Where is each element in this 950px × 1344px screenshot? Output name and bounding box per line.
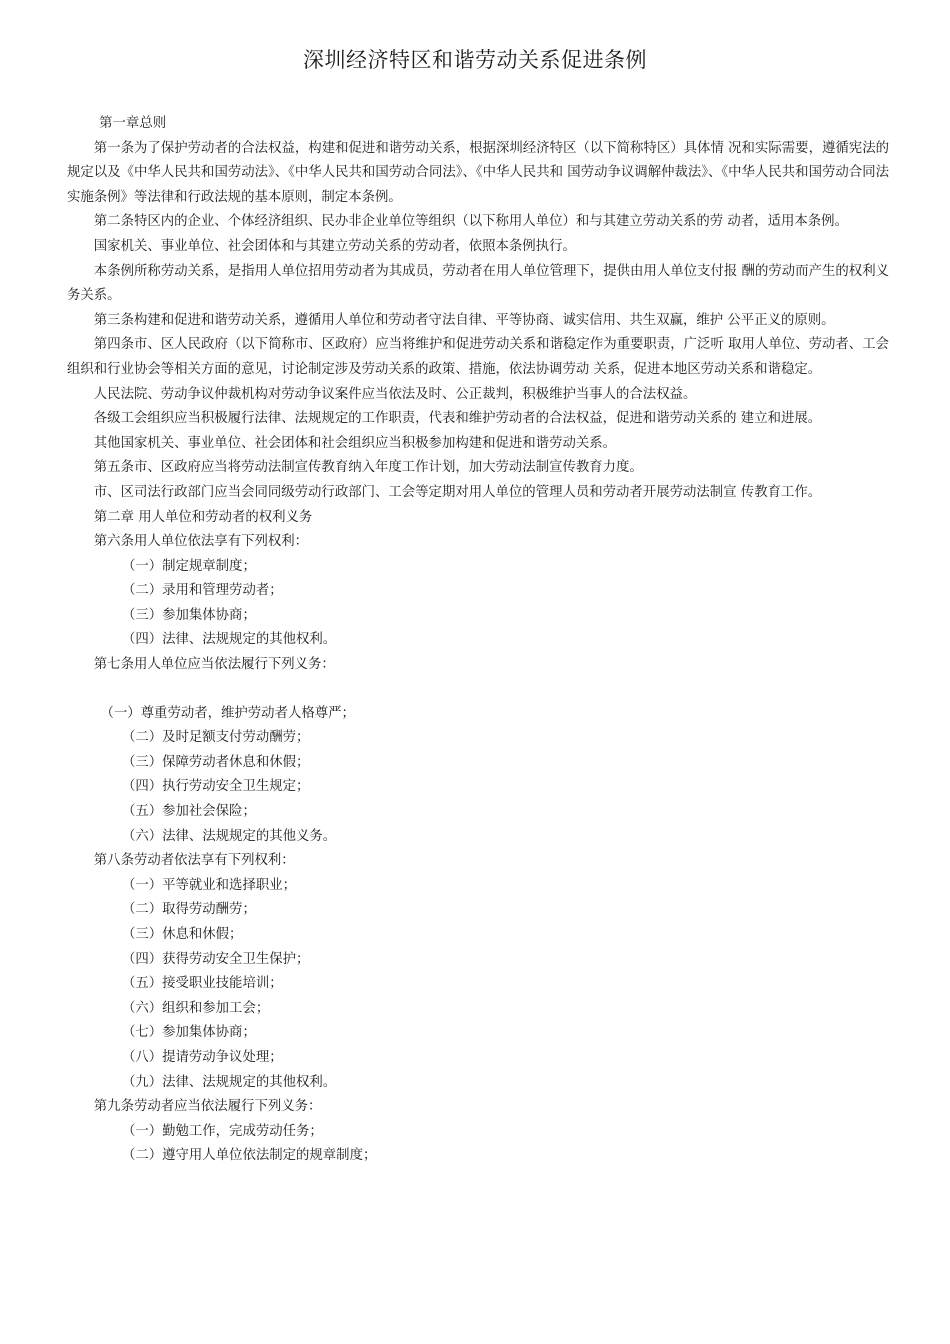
article-paragraph: 第三条构建和促进和谐劳动关系，遵循用人单位和劳动者守法自律、平等协商、诚实信用、共生双赢，维护 公平正义的原则。 xyxy=(93,312,835,328)
list-item: （三）保障劳动者休息和休假； xyxy=(121,754,310,770)
list-item: （六）组织和参加工会； xyxy=(121,1000,270,1016)
list-item: （一）平等就业和选择职业； xyxy=(121,877,297,893)
list-item: （九）法律、法规规定的其他权利。 xyxy=(121,1074,337,1090)
article-paragraph: 本条例所称劳动关系，是指用人单位招用劳动者为其成员，劳动者在用人单位管理下，提供由用人单位支付报 酬的劳动而产生的权利义务关系。 xyxy=(67,263,889,304)
article-paragraph: 人民法院、劳动争议仲裁机构对劳动争议案件应当依法及时、公正裁判，积极维护当事人的合法权益。 xyxy=(93,386,697,402)
list-item: （四）法律、法规规定的其他权利。 xyxy=(121,632,337,648)
article-paragraph: 各级工会组织应当积极履行法律、法规规定的工作职责，代表和维护劳动者的合法权益，促进和谐劳动关系的 建立和进展。 xyxy=(93,411,822,427)
article-paragraph: 第二条特区内的企业、个体经济组织、民办非企业单位等组织（以下称用人单位）和与其建立劳动关系的劳 动者，适用本条例。 xyxy=(93,214,848,230)
document-body xyxy=(67,112,889,1169)
article-paragraph: 第九条劳动者应当依法履行下列义务： xyxy=(93,1099,322,1115)
chapter-heading: 第二章 用人单位和劳动者的权利义务 xyxy=(93,509,313,525)
list-item: （七）参加集体协商； xyxy=(121,1025,256,1041)
article-paragraph: 第一条为了保护劳动者的合法权益，构建和促进和谐劳动关系，根据深圳经济特区（以下简称特区）具体情 况和实际需要，遵循宪法的规定以及《中华人民共和国劳动法》、《中华人民共和国劳动合同法》、《中华人民共和 国劳动争议调解仲裁法》、《中华人民共和国劳动合同法实施条例》等法律和行政法规的基本原则，制定本条例。 xyxy=(67,140,889,205)
list-item: （六）法律、法规规定的其他义务。 xyxy=(121,828,337,844)
list-item: （三）参加集体协商； xyxy=(121,607,256,623)
list-item: （四）获得劳动安全卫生保护； xyxy=(121,951,310,967)
article-paragraph: 第六条用人单位依法享有下列权利： xyxy=(93,534,309,550)
list-item: （四）执行劳动安全卫生规定； xyxy=(121,779,310,795)
list-item: （一）制定规章制度； xyxy=(121,558,256,574)
article-paragraph: 第五条市、区政府应当将劳动法制宣传教育纳入年度工作计划，加大劳动法制宣传教育力度。 xyxy=(93,460,643,476)
chapter-heading: 第一章总则 xyxy=(99,116,167,131)
article-paragraph: 第八条劳动者依法享有下列权利： xyxy=(93,853,295,869)
list-item: （二）遵守用人单位依法制定的规章制度； xyxy=(121,1148,377,1164)
list-item: （一）尊重劳动者，维护劳动者人格尊严； xyxy=(100,705,355,721)
list-item: （八）提请劳动争议处理； xyxy=(121,1049,283,1065)
list-item: （一）勤勉工作，完成劳动任务； xyxy=(121,1123,323,1139)
list-item: （二）及时足额支付劳动酬劳； xyxy=(121,730,310,746)
list-item: （三）休息和休假； xyxy=(121,927,243,942)
article-paragraph: 其他国家机关、事业单位、社会团体和社会组织应当积极参加构建和促进和谐劳动关系。 xyxy=(93,435,617,451)
article-paragraph: 国家机关、事业单位、社会团体和与其建立劳动关系的劳动者，依照本条例执行。 xyxy=(93,238,576,254)
list-item: （二）取得劳动酬劳； xyxy=(121,902,256,918)
article-paragraph: 市、区司法行政部门应当会同同级劳动行政部门、工会等定期对用人单位的管理人员和劳动者开展劳动法制宣 传教育工作。 xyxy=(93,484,822,500)
list-item: （五）接受职业技能培训； xyxy=(121,976,283,992)
list-item: （二）录用和管理劳动者； xyxy=(121,583,283,599)
article-paragraph: 第七条用人单位应当依法履行下列义务： xyxy=(93,657,335,673)
document-title: 深圳经济特区和谐劳动关系促进条例 xyxy=(303,48,647,72)
article-paragraph: 第四条市、区人民政府（以下简称市、区政府）应当将维护和促进劳动关系和谐稳定作为重要职责，广泛听 取用人单位、劳动者、工会组织和行业协会等相关方面的意见，讨论制定涉及劳动关系的政策、措施，依法协调劳动 关系，促进本地区劳动关系和谐稳定。 xyxy=(67,337,889,377)
list-item: （五）参加社会保险； xyxy=(121,804,256,820)
